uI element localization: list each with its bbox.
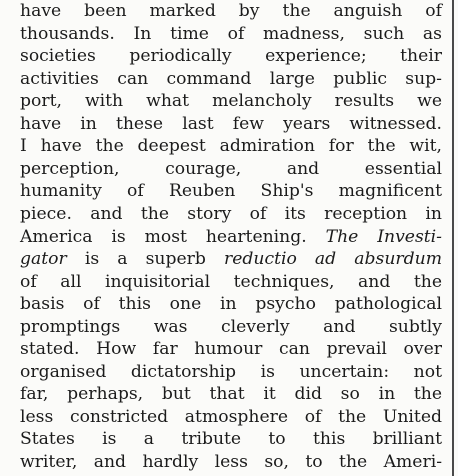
text-segment: thousands. In time of madness, such as	[20, 23, 442, 44]
text-line	[20, 90, 442, 112]
text-segment: less constricted atmosphere of the United	[20, 406, 442, 427]
text-line	[20, 338, 442, 360]
column-divider-rule	[452, 0, 454, 476]
text-line	[20, 226, 442, 248]
text-segment: port, with what melancholy results we	[20, 91, 442, 112]
text-segment: stated. How far humour can prevail over	[20, 339, 442, 360]
text-line	[20, 68, 442, 90]
text-line	[20, 451, 442, 473]
text-line	[20, 248, 442, 270]
text-segment: writer, and hardly less so, to the Ameri-	[20, 452, 442, 472]
text-line	[20, 361, 442, 383]
text-line	[20, 23, 442, 45]
text-line	[20, 271, 442, 293]
text-line	[20, 406, 442, 428]
text-line	[20, 0, 442, 22]
text-line	[20, 383, 442, 405]
text-line	[20, 113, 442, 135]
text-segment: perception, courage, and essential	[20, 158, 442, 179]
text-line	[20, 293, 442, 315]
text-segment: States is a tribute to this brilliant	[20, 429, 442, 450]
text-segment: piece. and the story of its reception in	[20, 203, 442, 224]
text-segment: far, perhaps, but that it did so in the	[20, 384, 442, 405]
text-segment: I have the deepest admiration for the wit,	[20, 136, 442, 157]
text-line	[20, 203, 442, 225]
text-line	[20, 135, 442, 157]
text-segment: humanity of Reuben Ship's magnificent	[20, 181, 442, 202]
italic-text-segment: The Investi-	[325, 226, 442, 247]
text-segment: America is most heartening.	[20, 226, 326, 247]
text-segment: societies periodically experience; their	[20, 46, 442, 67]
italic-text-segment: gator	[20, 249, 67, 270]
italic-text-segment: reductio ad absurdum	[223, 249, 442, 270]
text-segment: of all inquisitorial techniques, and the	[20, 271, 442, 292]
text-line	[20, 316, 442, 338]
text-segment: is a superb	[66, 249, 224, 270]
text-segment: have in these last few years witnessed.	[20, 113, 442, 134]
text-line	[20, 45, 442, 67]
text-segment: basis of this one in psycho pathological	[20, 294, 442, 315]
text-line	[20, 180, 442, 202]
text-segment: have been marked by the anguish of	[20, 1, 442, 21]
text-segment: activities can command large public sup-	[20, 68, 442, 89]
text-line	[20, 158, 442, 180]
text-segment: organised dictatorship is uncertain: not	[20, 361, 442, 382]
text-line	[20, 428, 442, 450]
text-segment: promptings was cleverly and subtly	[20, 316, 442, 337]
